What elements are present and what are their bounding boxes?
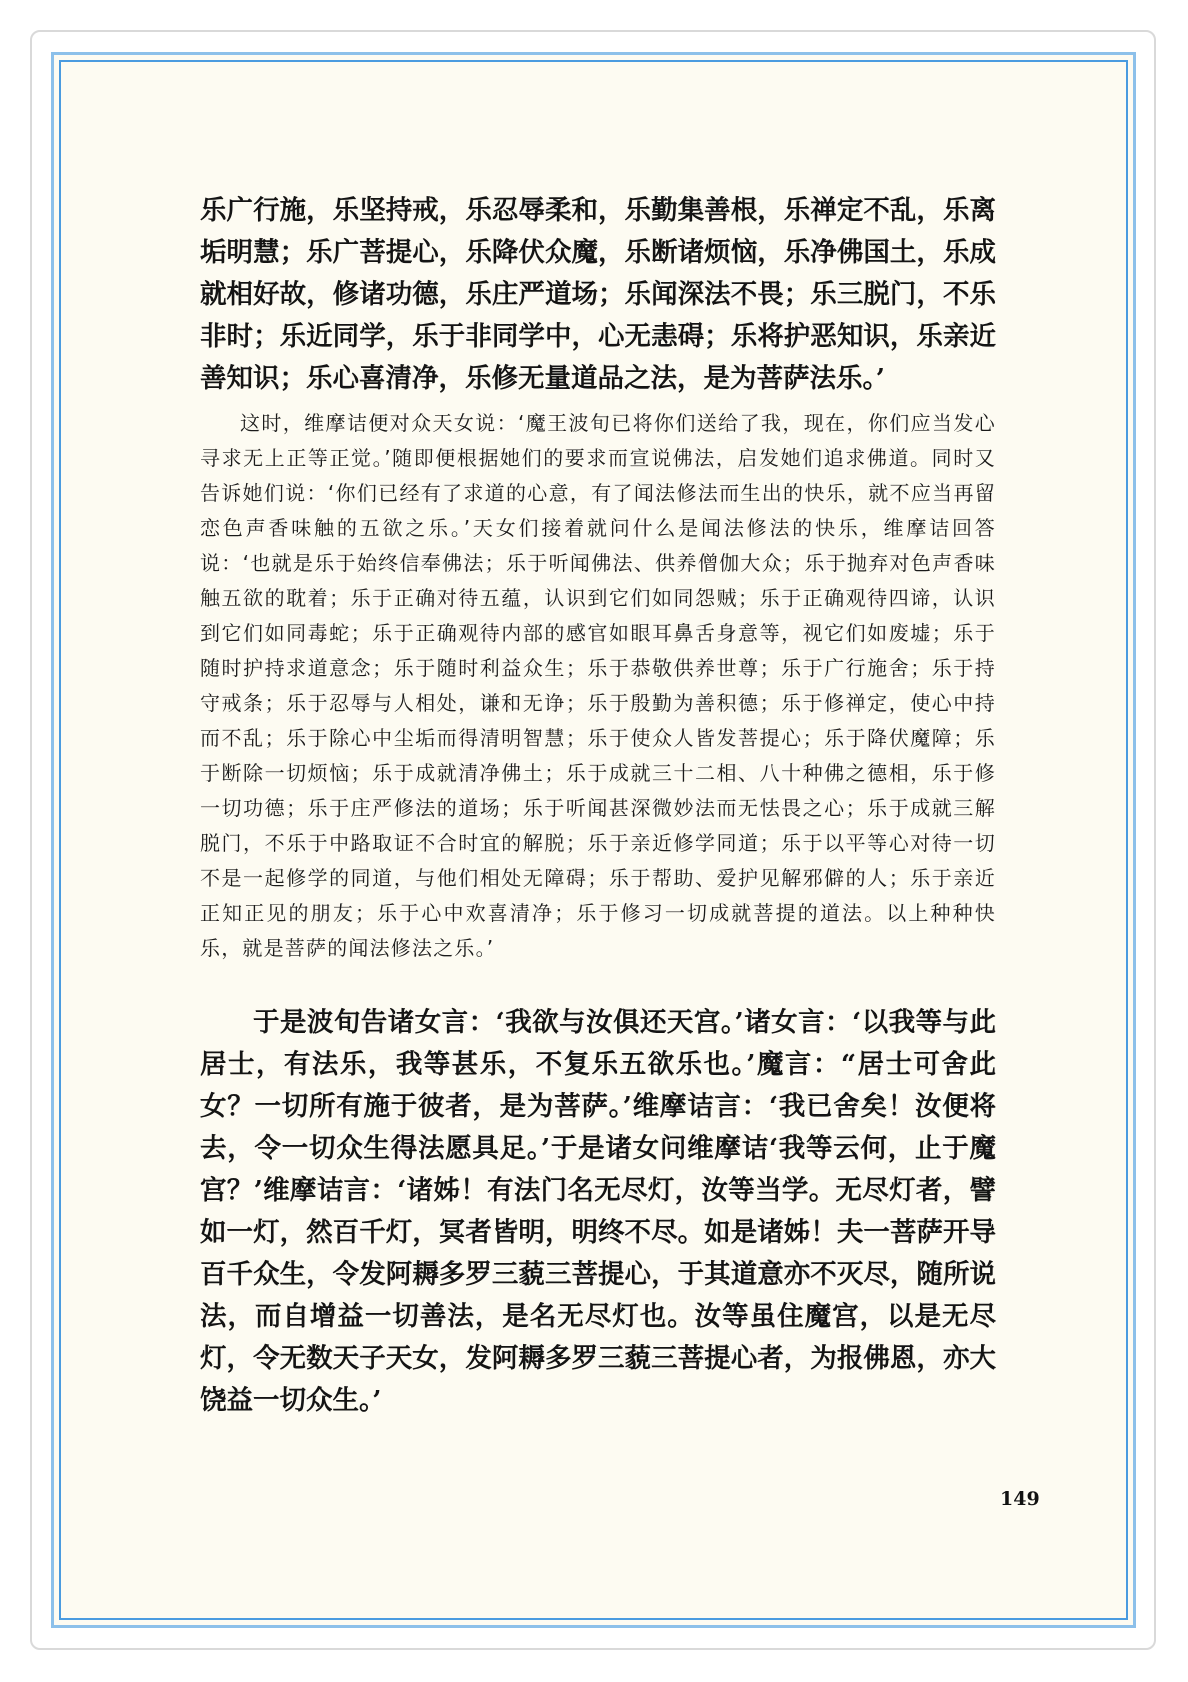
sutra-text-paragraph: 乐广行施，乐坚持戒，乐忍辱柔和，乐勤集善根，乐禅定不乱，乐离垢明慧；乐广菩提心，乐降伏众魔，乐断诸烦恼，乐净佛国土，乐成就相好故，修诸功德，乐庄严道场；乐闻深法不畏；乐三脱门，不乐非时；乐近同学，乐于非同学中，心无恚碍；乐将护恶知识，乐亲近善知识；乐心喜清净，乐修无量道品之法，是为菩萨法乐。’ — [200, 195, 996, 394]
page-body — [200, 190, 996, 1422]
sutra-text-paragraph-2: 于是波旬告诸女言：‘我欲与汝俱还天宫。’诸女言：‘以我等与此居士，有法乐，我等甚乐，不复乐五欲乐也。’魔言：“居士可舍此女？一切所有施于彼者，是为菩萨。’维摩诘言：‘我已舍矣！汝便将去，令一切众生得法愿具足。’于是诸女问维摩诘‘我等云何，止于魔宫？’维摩诘言：‘诸姊！有法门名无尽灯，汝等当学。无尽灯者，譬如一灯，然百千灯，冥者皆明，明终不尽。如是诸姊！夫一菩萨开导百千众生，令发阿耨多罗三藐三菩提心，于其道意亦不灭尽，随所说法，而自增益一切善法，是名无尽灯也。汝等虽住魔宫，以是无尽灯，令无数天子天女，发阿耨多罗三藐三菩提心者，为报佛恩，亦大饶益一切众生。’ — [200, 1007, 996, 1416]
translation-paragraph: 这时，维摩诘便对众天女说：‘魔王波旬已将你们送给了我，现在，你们应当发心寻求无上正等正觉。’随即便根据她们的要求而宣说佛法，启发她们追求佛道。同时又告诉她们说：‘你们已经有了求道的心意，有了闻法修法而生出的快乐，就不应当再留恋色声香味触的五欲之乐。’天女们接着就问什么是闻法修法的快乐，维摩诘回答说：‘也就是乐于始终信奉佛法；乐于听闻佛法、供养僧伽大众；乐于抛弃对色声香味触五欲的耽着；乐于正确对待五蕴，认识到它们如同怨贼；乐于正确观待四谛，认识到它们如同毒蛇；乐于正确观待内部的感官如眼耳鼻舌身意等，视它们如废墟；乐于随时护持求道意念；乐于随时利益众生；乐于恭敬供养世尊；乐于广行施舍；乐于持守戒条；乐于忍辱与人相处，谦和无诤；乐于殷勤为善积德；乐于修禅定，使心中持而不乱；乐于除心中尘垢而得清明智慧；乐于使众人皆发菩提心；乐于降伏魔障；乐于断除一切烦恼；乐于成就清净佛土；乐于成就三十二相、八十种佛之德相，乐于修一切功德；乐于庄严修法的道场；乐于听闻甚深微妙法而无怯畏之心；乐于成就三解脱门，不乐于中路取证不合时宜的解脱；乐于亲近修学同道；乐于以平等心对待一切不是一起修学的同道，与他们相处无障碍；乐于帮助、爱护见解邪僻的人；乐于亲近正知正见的朋友；乐于心中欢喜清净；乐于修习一切成就菩提的道法。以上种种快乐，就是菩萨的闻法修法之乐。’ — [200, 411, 996, 960]
page-number: 149 — [1000, 1488, 1040, 1510]
